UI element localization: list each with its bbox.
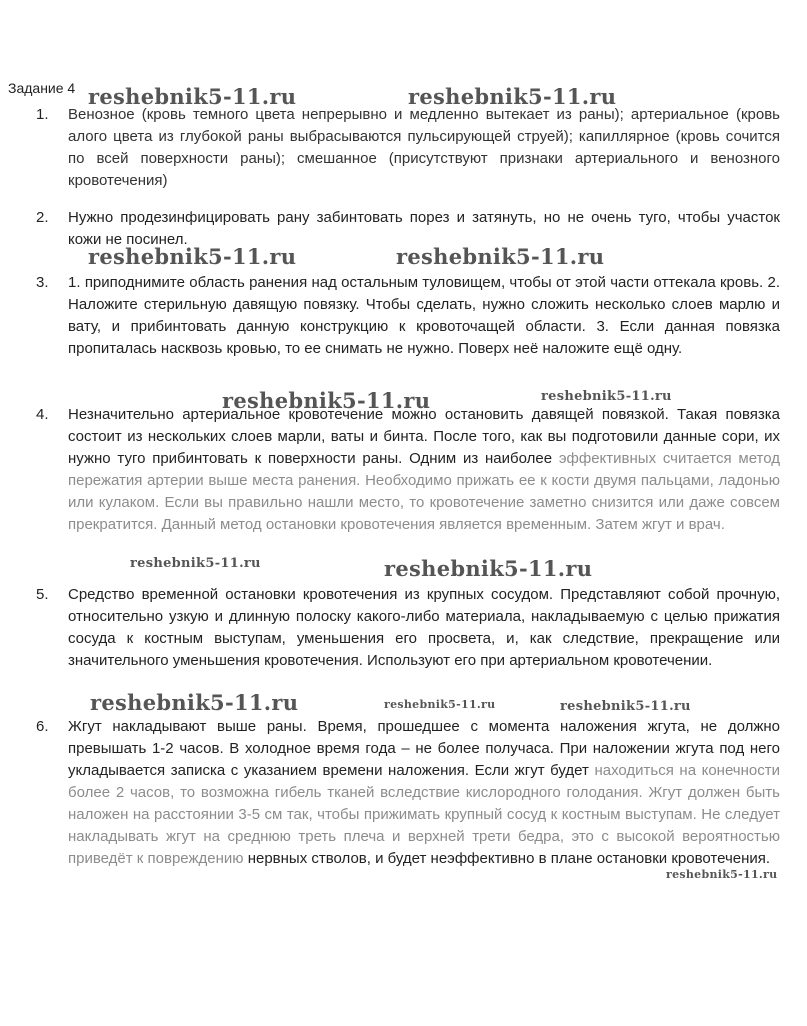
item-text: Средство временной остановки кровотечения из крупных сосудом. Представляют собой прочную, относительно узкую и длинную полоску какого-либо материала, накладываемую с целью прижатия сосуда к костным выступам, уменьшения его просвета, и, как следствие, прекращение или значительного уменьшения кровотечения. Используют его при артериальном кровотечении. — [68, 586, 780, 669]
watermark: reshebnik5-11.ru — [88, 244, 297, 269]
watermark: reshebnik5-11.ru — [90, 690, 299, 715]
watermark: reshebnik5-11.ru — [541, 389, 672, 404]
item-text: Венозное (кровь темного цвета непрерывно и медленно вытекает из раны); артериальное (кровь алого цвета из глубокой раны выбрасываются пульсирующей струей); капиллярное (кровь сочится по всей поверхности раны); смешанное (присутствуют признаки артериального и венозного кровотечения) — [68, 106, 780, 189]
item-text-faded: эффективных считается метод пережатия артерии выше места ранения. Необходимо прижать ее к кости двумя пальцами, ладонью или кулаком. Если вы правильно нашли место, то кровотечение заметно снизится или даже совсем прекратится. Данный метод остановки кровотечения является временным. Затем жгут и врач. — [68, 450, 781, 533]
item-text: 1. приподнимите область ранения над остальным туловищем, чтобы от этой части оттекала кровь. 2. Наложите стерильную давящую повязку. Чтобы сделать, нужно сложить несколько слоев марлю и вату, и прибинтовать данную конструкцию к кровоточащей области. 3. Если данная повязка пропиталась насквозь кровью, то ее снимать не нужно. Поверх неё наложите ещё одну. — [68, 274, 780, 357]
list-item — [36, 104, 780, 192]
item-text: нервных стволов, и будет неэффективно в плане остановки кровотечения. — [247, 850, 771, 867]
item-number: 1. — [36, 106, 49, 123]
item-number: 3. — [36, 274, 49, 291]
watermark: reshebnik5-11.ru — [88, 84, 297, 109]
list-item — [36, 584, 780, 672]
watermark: reshebnik5-11.ru — [396, 244, 605, 269]
watermark: reshebnik5-11.ru — [130, 556, 261, 571]
list-item — [36, 716, 780, 870]
watermark: reshebnik5-11.ru — [222, 388, 431, 413]
task-title: Задание 4 — [8, 80, 76, 96]
watermark: reshebnik5-11.ru — [666, 868, 778, 881]
list-item — [36, 404, 780, 536]
item-text: Незначительно артериальное кровотечение можно остановить давящей повязкой. Такая повязка состоит из нескольких слоев марли, ваты и бинта. После того, как вы подготовили данные сори, их нужно туго прибинтовать к поверхности раны. Одним из наиболее — [68, 406, 780, 467]
watermark: reshebnik5-11.ru — [384, 698, 496, 711]
item-number: 6. — [36, 718, 49, 735]
item-text-faded: находиться на конечности более 2 часов, то возможна гибель тканей вследствие кислородного голодания. Жгут должен быть наложен на расстоянии 3-5 см так, чтобы прижимать крупный сосуд к костным выступам. Не следует накладывать жгут на среднюю треть плеча и верхней трети бедра, это с высокой вероятностью приведёт к повреждению — [68, 762, 780, 867]
watermark: reshebnik5-11.ru — [384, 556, 593, 581]
watermark: reshebnik5-11.ru — [408, 84, 617, 109]
watermark: reshebnik5-11.ru — [560, 699, 691, 714]
item-number: 2. — [36, 209, 49, 226]
item-text: Нужно продезинфицировать рану забинтовать порез и затянуть, но не очень туго, чтобы участок кожи не посинел. — [68, 209, 780, 248]
item-text: Жгут накладывают выше раны. Время, прошедшее с момента наложения жгута, не должно превышать 1-2 часов. В холодное время года – не более получаса. При наложении жгута под него укладывается записка с указанием времени наложения. Если жгут будет — [68, 718, 780, 779]
list-item — [36, 272, 780, 360]
item-number: 4. — [36, 406, 49, 423]
item-number: 5. — [36, 586, 49, 603]
